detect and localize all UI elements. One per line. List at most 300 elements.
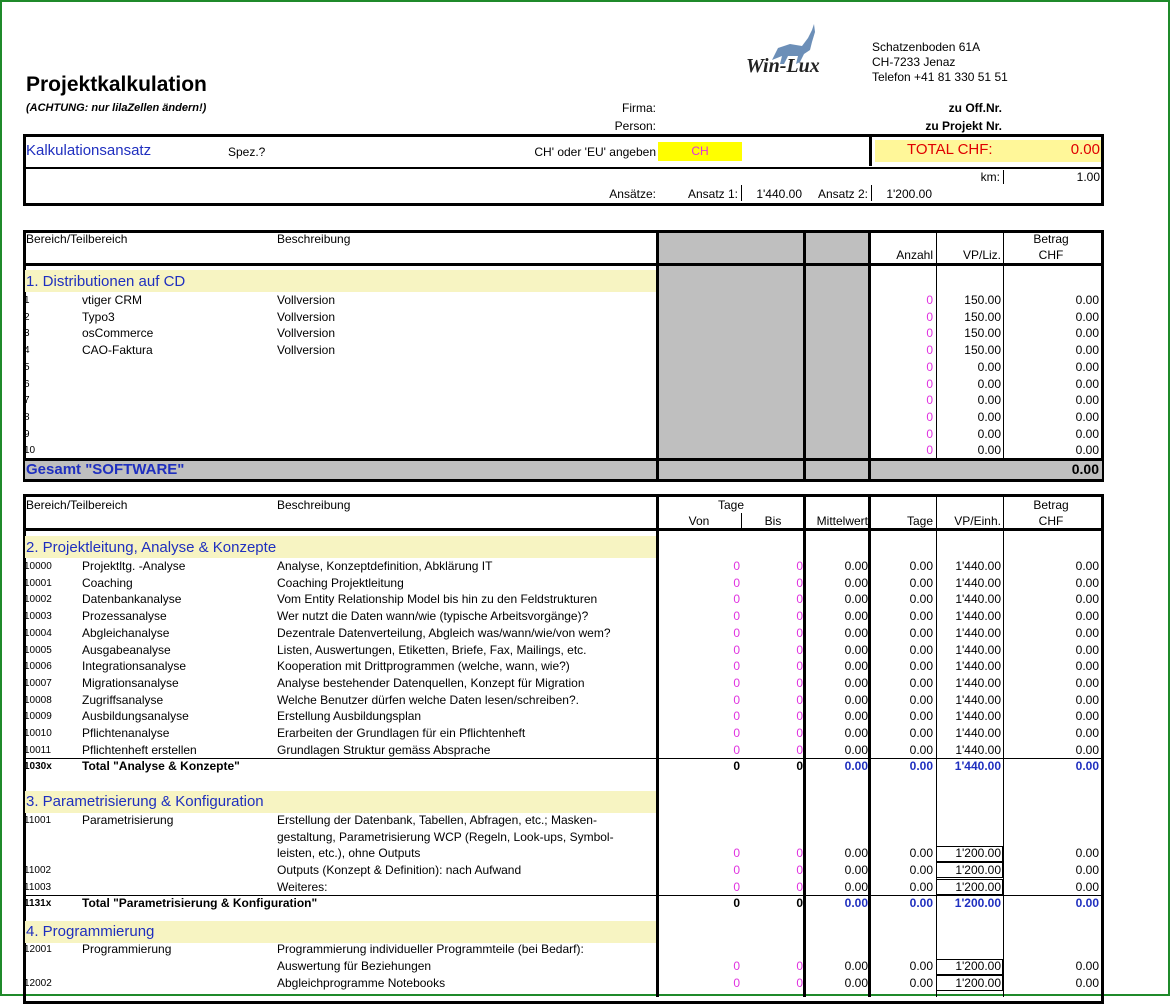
kalkulation-label: Kalkulationsansatz: [26, 142, 152, 159]
row-number: 10008: [24, 694, 52, 706]
anzahl-input[interactable]: 0: [926, 409, 933, 424]
company-logo: [744, 20, 868, 78]
mittelwert-value: 0.00: [844, 726, 868, 740]
vp-value: 1'440.00: [955, 675, 1001, 690]
row-name: Abgleichanalyse: [82, 625, 170, 640]
row-description: Auswertung für Beziehungen: [277, 959, 432, 973]
row-description: Dezentrale Datenverteilung, Abgleich was/wann/wie/von wem?: [277, 625, 611, 640]
total-row: [24, 895, 1102, 912]
mittelwert-value: 0.00: [844, 742, 868, 757]
row-number: 4: [24, 345, 30, 357]
anzahl-input[interactable]: 0: [926, 359, 933, 374]
bis-input[interactable]: 0: [796, 659, 803, 674]
row-number: 10002: [24, 594, 52, 606]
row-number: 10003: [24, 611, 52, 623]
mittelwert-value: 0.00: [844, 625, 868, 640]
betrag-value: 0.00: [1075, 309, 1099, 324]
row-name: Prozessanalyse: [82, 609, 167, 624]
vp-value: 1'440.00: [955, 692, 1001, 707]
row-description: gestaltung, Parametrisierung WCP (Regeln, Look-ups, Symbol-: [277, 830, 614, 844]
row-description: Wer nutzt die Daten wann/wie (typische Arbeitsvorgänge)?: [277, 609, 589, 624]
vp-value: 1'440.00: [955, 726, 1001, 740]
betrag-value: 0.00: [1075, 863, 1099, 877]
tage-value: 0.00: [909, 692, 933, 707]
km-label: km:: [980, 170, 1000, 184]
vp-editable-cell: [936, 959, 1003, 975]
row-description: Analyse, Konzeptdefinition, Abklärung IT: [277, 559, 493, 573]
mittelwert-value: 0.00: [844, 846, 868, 860]
row-description: Vollversion: [277, 326, 336, 341]
total-value: 0.00: [1070, 141, 1100, 158]
ansatz2-label: Ansatz 2:: [817, 187, 868, 201]
svg-text:Win-Lux: Win-Lux: [746, 55, 820, 77]
betrag-value: 0.00: [1075, 846, 1099, 860]
vp-value: 0.00: [977, 376, 1001, 391]
betrag-value: 0.00: [1075, 742, 1099, 757]
col-betrag: Betrag: [1033, 498, 1069, 512]
betrag-value: 0.00: [1075, 575, 1099, 590]
betrag-value: 0.00: [1075, 592, 1099, 607]
bis-input[interactable]: 0: [796, 976, 803, 990]
table-row: [24, 376, 1102, 393]
region-label: CH' oder 'EU' angeben: [534, 145, 656, 159]
section-4-title: 4. Programmierung: [26, 923, 155, 940]
bis-input[interactable]: 0: [796, 863, 803, 877]
bis-input[interactable]: 0: [796, 692, 803, 707]
row-number: 11002: [24, 865, 52, 876]
address-line-1: Schatzenboden 61A: [872, 40, 981, 54]
row-name: vtiger CRM: [82, 293, 143, 307]
vp-editable-cell: [936, 846, 1003, 862]
row-description: Welche Benutzer dürfen welche Daten lesen/schreiben?.: [277, 692, 579, 707]
row-number: 6: [24, 378, 30, 390]
von-input[interactable]: 0: [733, 592, 740, 607]
betrag-value: 0.00: [1075, 896, 1099, 910]
col-tage-group: Tage: [717, 498, 745, 512]
row-number: 3: [24, 328, 30, 340]
warning-note: (ACHTUNG: nur lilaZellen ändern!): [26, 102, 207, 114]
table-row: [24, 642, 1102, 659]
row-number: 8: [24, 411, 30, 423]
table-row: [24, 692, 1102, 709]
ansaetze-label: Ansätze:: [609, 187, 656, 201]
bis-input[interactable]: 0: [796, 742, 803, 757]
tage-value: 0.00: [909, 879, 933, 894]
mittelwert-value: 0.00: [844, 976, 868, 990]
row-number: 12001: [24, 944, 52, 955]
table-row: [24, 426, 1102, 443]
software-total-label: Gesamt "SOFTWARE": [26, 461, 185, 478]
von-input[interactable]: 0: [733, 863, 740, 877]
betrag-value: 0.00: [1075, 426, 1099, 441]
mittelwert-value: 0.00: [844, 759, 868, 773]
firma-label: Firma:: [622, 101, 656, 115]
tage-value: 0.00: [909, 846, 933, 860]
row-name: Ausgabeanalyse: [82, 642, 171, 657]
vp-value: 1'200.00: [955, 846, 1001, 860]
bis-input[interactable]: 0: [796, 846, 803, 860]
h-sep: [25, 528, 1102, 531]
tage-value: 0.00: [909, 642, 933, 657]
mittelwert-value: 0.00: [844, 896, 868, 910]
vp-value: 0.00: [977, 393, 1001, 408]
von-input[interactable]: 0: [733, 642, 740, 657]
row-description: Listen, Auswertungen, Etiketten, Briefe, Fax, Mailings, etc.: [277, 642, 587, 657]
bis-input[interactable]: 0: [796, 592, 803, 607]
row-description: Abgleichprogramme Notebooks: [277, 976, 446, 990]
von-input[interactable]: 0: [733, 726, 740, 740]
row-name: Pflichtenheft erstellen: [82, 742, 197, 757]
betrag-value: 0.00: [1075, 625, 1099, 640]
software-total-value: 0.00: [1071, 461, 1099, 477]
von-input[interactable]: 0: [733, 976, 740, 990]
row-description: Programmierung individueller Programmteile (bei Bedarf):: [277, 942, 584, 956]
von-input[interactable]: 0: [733, 659, 740, 674]
von-input[interactable]: 0: [733, 879, 740, 894]
bis-input[interactable]: 0: [796, 709, 803, 724]
row-number: 11003: [24, 881, 52, 893]
row-number: 10005: [24, 644, 52, 656]
section-3-title: 3. Parametrisierung & Konfiguration: [26, 793, 264, 810]
betrag-value: 0.00: [1075, 675, 1099, 690]
row-name: osCommerce: [82, 326, 154, 341]
col-vp-liz: VP/Liz.: [962, 248, 1001, 262]
tage-value: 0.00: [909, 609, 933, 624]
page-title: Projektkalkulation: [26, 73, 207, 96]
tage-value: 0.00: [909, 742, 933, 757]
tage-value: 0.00: [909, 675, 933, 690]
table-row: [24, 342, 1102, 359]
col-beschreibung: Beschreibung: [277, 498, 351, 512]
col-vp-einh: VP/Einh.: [954, 514, 1001, 528]
row-description: Vollversion: [277, 293, 336, 307]
row-number: 10: [24, 445, 36, 457]
von-input[interactable]: 0: [733, 609, 740, 624]
bis-input: 0: [796, 759, 803, 773]
tage-value: 0.00: [909, 575, 933, 590]
row-description: Grundlagen Struktur gemäss Absprache: [277, 742, 491, 757]
vp-value: 1'440.00: [955, 742, 1001, 757]
col-bereich: Bereich/Teilbereich: [26, 232, 128, 246]
address-line-3: Telefon +41 81 330 51 51: [872, 70, 1008, 84]
row-description: Vom Entity Relationship Model bis hin zu den Feldstrukturen: [277, 592, 598, 607]
vp-value: 1'200.00: [955, 863, 1001, 877]
tage-value: 0.00: [909, 625, 933, 640]
bis-input[interactable]: 0: [796, 625, 803, 640]
row-description: Vollversion: [277, 343, 336, 358]
km-sep: [1003, 170, 1004, 184]
mittelwert-value: 0.00: [844, 959, 868, 973]
region-input[interactable]: CH: [658, 142, 742, 161]
row-number: 10010: [24, 728, 52, 739]
spez-label: Spez.?: [228, 145, 266, 159]
anzahl-input[interactable]: 0: [926, 426, 933, 441]
tage-value: 0.00: [909, 863, 933, 877]
von-input[interactable]: 0: [733, 846, 740, 860]
table-row: [24, 575, 1102, 592]
row-name: Programmierung: [82, 942, 172, 956]
table-row: [24, 625, 1102, 642]
betrag-value: 0.00: [1075, 443, 1099, 458]
row-description: Analyse bestehender Datenquellen, Konzept für Migration: [277, 675, 585, 690]
row-number: 10009: [24, 711, 52, 723]
betrag-value: 0.00: [1075, 343, 1099, 358]
mittelwert-value: 0.00: [844, 592, 868, 607]
mittelwert-value: 0.00: [844, 659, 868, 674]
vp-value: 1'200.00: [955, 976, 1001, 990]
bis-input[interactable]: 0: [796, 726, 803, 740]
table-row: [24, 392, 1102, 409]
km-input[interactable]: 1.00: [1076, 170, 1100, 184]
bis-input[interactable]: 0: [796, 642, 803, 657]
von-input[interactable]: 0: [733, 742, 740, 757]
col-chf: CHF: [1038, 248, 1064, 262]
betrag-value: 0.00: [1075, 293, 1099, 307]
anzahl-input[interactable]: 0: [926, 326, 933, 341]
vp-value: 0.00: [977, 426, 1001, 441]
vp-value: 150.00: [964, 309, 1001, 324]
row-number: 7: [24, 395, 30, 407]
row-name: Parametrisierung: [82, 813, 174, 827]
betrag-value: 0.00: [1075, 376, 1099, 391]
bis-input[interactable]: 0: [796, 959, 803, 973]
betrag-value: 0.00: [1075, 692, 1099, 707]
betrag-value: 0.00: [1075, 359, 1099, 374]
table-row: [24, 675, 1102, 692]
vp-value: 150.00: [964, 293, 1001, 307]
vp-value: 0.00: [977, 443, 1001, 458]
betrag-value: 0.00: [1075, 709, 1099, 724]
v-sep-thin: [741, 513, 742, 528]
row-name: Pflichtenanalyse: [82, 726, 170, 740]
row-description: Erstellung Ausbildungsplan: [277, 709, 422, 724]
table-row: [24, 725, 1102, 742]
row-name: Coaching: [82, 575, 133, 590]
betrag-value: 0.00: [1075, 976, 1099, 990]
row-number: 10004: [24, 627, 52, 639]
row-number: 10006: [24, 661, 52, 673]
von-input: 0: [733, 896, 740, 910]
anzahl-input[interactable]: 0: [926, 376, 933, 391]
person-label: Person:: [614, 119, 656, 133]
bis-input[interactable]: 0: [796, 879, 803, 894]
von-input[interactable]: 0: [733, 575, 740, 590]
row-description: leisten, etc.), ohne Outputs: [277, 846, 421, 860]
ansatz1-input[interactable]: 1'440.00: [756, 187, 802, 201]
mittelwert-value: 0.00: [844, 559, 868, 573]
col-mittelwert: Mittelwert: [816, 514, 868, 528]
vp-value: 1'440.00: [955, 559, 1001, 573]
von-input[interactable]: 0: [733, 559, 740, 573]
ansatz2-input[interactable]: 1'200.00: [886, 187, 932, 201]
von-input[interactable]: 0: [733, 692, 740, 707]
tage-value: 0.00: [909, 559, 933, 573]
tage-value: 0.00: [909, 659, 933, 674]
table-row: [24, 309, 1102, 326]
bis-input[interactable]: 0: [796, 675, 803, 690]
mittelwert-value: 0.00: [844, 879, 868, 894]
bis-input[interactable]: 0: [796, 575, 803, 590]
anzahl-input[interactable]: 0: [926, 443, 933, 458]
vp-value: 150.00: [964, 326, 1001, 341]
address-line-2: CH-7233 Jenaz: [872, 55, 956, 69]
vp-value: 1'440.00: [955, 642, 1001, 657]
row-name: Projektltg. -Analyse: [82, 559, 186, 573]
anzahl-input[interactable]: 0: [926, 309, 933, 324]
row-name: Ausbildungsanalyse: [82, 709, 189, 724]
ansatz1-sep: [741, 185, 742, 201]
mittelwert-value: 0.00: [844, 642, 868, 657]
table-row: [24, 325, 1102, 342]
betrag-value: 0.00: [1075, 609, 1099, 624]
betrag-value: 0.00: [1075, 879, 1099, 894]
row-name: Integrationsanalyse: [82, 659, 187, 674]
table-row: [24, 591, 1102, 608]
vp-value: 150.00: [964, 343, 1001, 358]
row-number: 1: [24, 295, 30, 306]
total-label: Total "Analyse & Konzepte": [82, 759, 240, 773]
divider: [25, 167, 1102, 169]
row-number: 11001: [24, 815, 52, 826]
col-von: Von: [688, 514, 710, 528]
ansatz1-label: Ansatz 1:: [687, 187, 738, 201]
mittelwert-value: 0.00: [844, 675, 868, 690]
vp-value: 0.00: [977, 359, 1001, 374]
table-row: [24, 608, 1102, 625]
table-row: [24, 812, 1102, 829]
anzahl-input[interactable]: 0: [926, 343, 933, 358]
betrag-value: 0.00: [1075, 409, 1099, 424]
mittelwert-value: 0.00: [844, 692, 868, 707]
section-2-title: 2. Projektleitung, Analyse & Konzepte: [26, 539, 277, 556]
row-name: CAO-Faktura: [82, 343, 153, 358]
col-bereich: Bereich/Teilbereich: [26, 498, 128, 512]
row-name: Typo3: [82, 309, 115, 324]
vp-value: 1'440.00: [955, 625, 1001, 640]
row-description: Kooperation mit Drittprogrammen (welche, wann, wie?): [277, 659, 570, 674]
tage-value: 0.00: [909, 726, 933, 740]
tage-value: 0.00: [909, 592, 933, 607]
row-name: Datenbankanalyse: [82, 592, 182, 607]
col-bis: Bis: [764, 514, 782, 528]
betrag-value: 0.00: [1075, 959, 1099, 973]
table-row: [24, 708, 1102, 725]
betrag-value: 0.00: [1075, 326, 1099, 341]
tage-value: 0.00: [909, 759, 933, 773]
tage-value: 0.00: [909, 896, 933, 910]
vp-value: 1'440.00: [955, 709, 1001, 724]
off-nr-label: zu Off.Nr.: [948, 101, 1002, 115]
row-description: Outputs (Konzept & Definition): nach Aufwand: [277, 863, 522, 877]
section-1-title: 1. Distributionen auf CD: [26, 273, 186, 290]
vp-editable-cell: [936, 862, 1003, 878]
betrag-value: 0.00: [1075, 726, 1099, 740]
table-row: [24, 941, 1102, 958]
row-number: 10011: [24, 744, 52, 756]
h-sep: [25, 263, 1102, 266]
row-description: Weiteres:: [277, 879, 328, 894]
vp-editable-cell: [936, 879, 1003, 895]
vp-value: 1'440.00: [955, 592, 1001, 607]
vp-value: 1'440.00: [955, 609, 1001, 624]
row-number: 1030x: [24, 761, 52, 772]
mittelwert-value: 0.00: [844, 609, 868, 624]
col-anzahl: Anzahl: [896, 248, 933, 262]
anzahl-input[interactable]: 0: [926, 293, 933, 307]
bis-input[interactable]: 0: [796, 559, 803, 573]
betrag-value: 0.00: [1075, 559, 1099, 573]
total-row: [24, 758, 1102, 775]
betrag-value: 0.00: [1075, 659, 1099, 674]
bis-input: 0: [796, 896, 803, 910]
row-number: 1131x: [24, 898, 52, 909]
betrag-value: 0.00: [1075, 759, 1099, 773]
table-row: [24, 359, 1102, 376]
table-row: [24, 829, 1102, 846]
row-number: 5: [24, 361, 30, 373]
row-number: 10000: [24, 561, 52, 572]
table-row: [24, 558, 1102, 575]
von-input[interactable]: 0: [733, 675, 740, 690]
vp-value: 0.00: [977, 409, 1001, 424]
betrag-value: 0.00: [1075, 642, 1099, 657]
col-betrag: Betrag: [1033, 232, 1069, 246]
row-number: 10007: [24, 677, 52, 689]
vp-value: 1'440.00: [954, 759, 1001, 773]
von-input[interactable]: 0: [733, 625, 740, 640]
row-description: Erstellung der Datenbank, Tabellen, Abfragen, etc.; Masken-: [277, 813, 597, 827]
row-name: Migrationsanalyse: [82, 675, 179, 690]
table-row: [24, 442, 1102, 459]
mittelwert-value: 0.00: [844, 709, 868, 724]
row-description: Vollversion: [277, 309, 336, 324]
tage-value: 0.00: [909, 959, 933, 973]
tage-value: 0.00: [909, 709, 933, 724]
row-number: 12002: [24, 978, 52, 989]
von-input: 0: [733, 759, 740, 773]
row-number: 2: [24, 311, 30, 323]
table-row: [24, 658, 1102, 675]
row-number: 10001: [24, 577, 52, 589]
von-input[interactable]: 0: [733, 709, 740, 724]
table-row: [24, 292, 1102, 309]
row-number: 9: [24, 428, 30, 440]
col-chf: CHF: [1038, 514, 1064, 528]
total-label: TOTAL CHF:: [907, 141, 993, 158]
col-beschreibung: Beschreibung: [277, 232, 351, 246]
row-description: Coaching Projektleitung: [277, 575, 404, 590]
bis-input[interactable]: 0: [796, 609, 803, 624]
betrag-value: 0.00: [1075, 393, 1099, 408]
mittelwert-value: 0.00: [844, 575, 868, 590]
vp-value: 1'200.00: [955, 959, 1001, 973]
vp-editable-cell: [936, 975, 1003, 991]
anzahl-input[interactable]: 0: [926, 393, 933, 408]
vp-value: 1'440.00: [955, 659, 1001, 674]
vp-value: 1'200.00: [955, 879, 1001, 894]
table-row: [24, 742, 1102, 759]
projekt-nr-label: zu Projekt Nr.: [925, 119, 1002, 133]
table-row: [24, 409, 1102, 426]
total-label: Total "Parametrisierung & Konfiguration": [82, 896, 318, 910]
row-name: Zugriffsanalyse: [82, 692, 164, 707]
col-tage: Tage: [906, 514, 933, 528]
mittelwert-value: 0.00: [844, 863, 868, 877]
vp-value: 1'200.00: [954, 896, 1001, 910]
von-input[interactable]: 0: [733, 959, 740, 973]
row-description: Erarbeiten der Grundlagen für ein Pflichtenheft: [277, 726, 526, 740]
vp-value: 1'440.00: [955, 575, 1001, 590]
